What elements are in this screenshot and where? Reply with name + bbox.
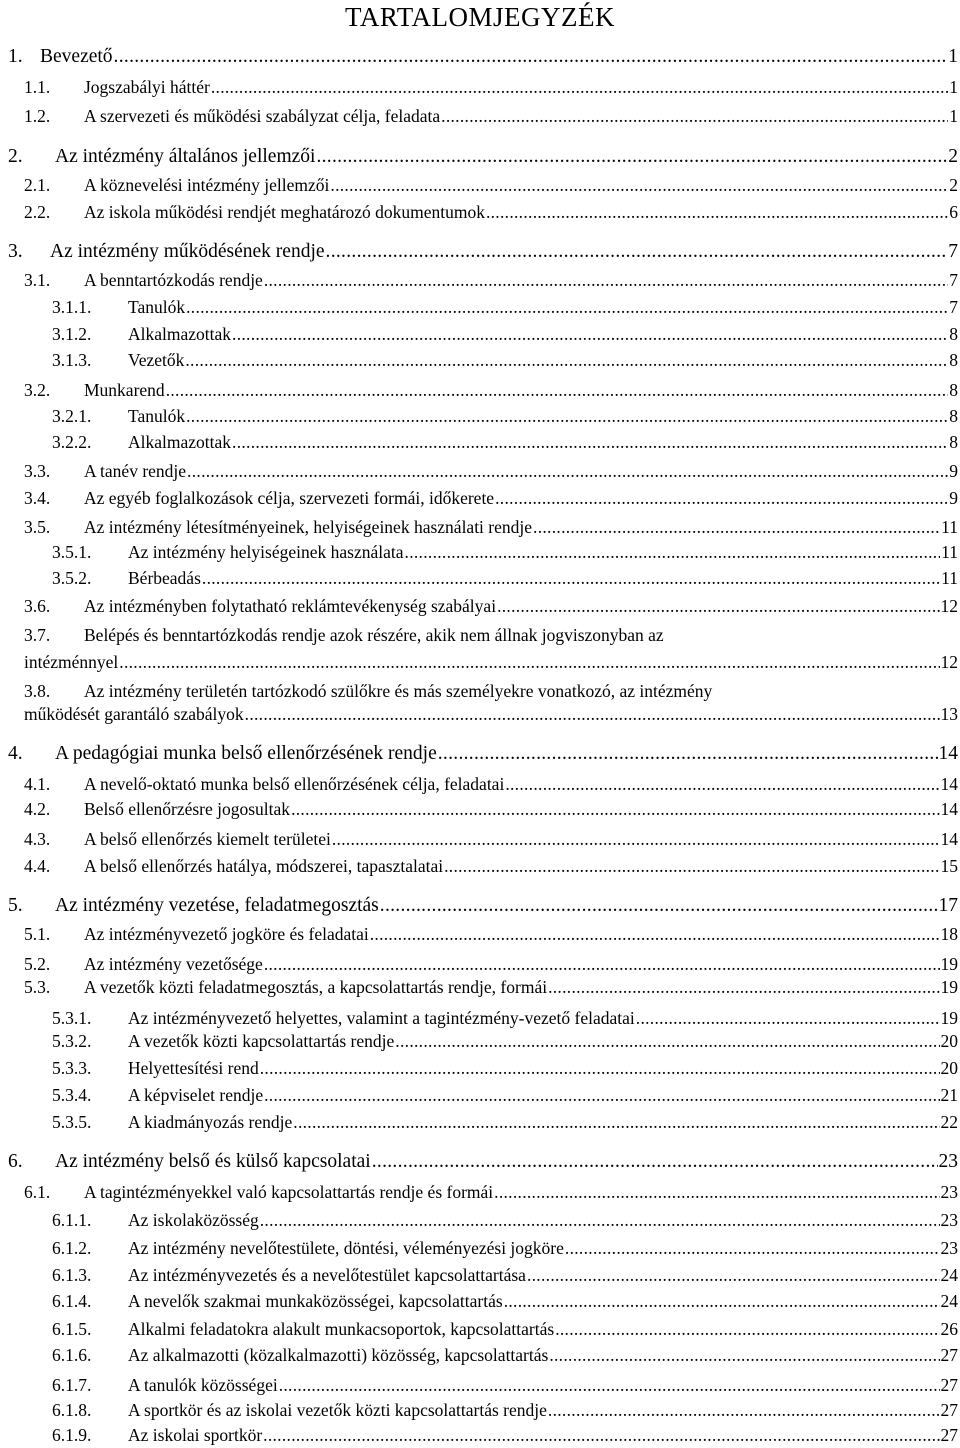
toc-entry-number: 6. (8, 1151, 23, 1172)
toc-entry-title: Az intézmény belső és külső kapcsolatai (55, 1151, 371, 1172)
dot-leader (211, 75, 948, 99)
toc-entry-title: A köznevelési intézmény jellemzői (84, 175, 330, 195)
toc-entry-page: 14 (940, 774, 958, 794)
dot-leader (444, 854, 939, 878)
toc-entry-number: 3.1.3. (52, 350, 92, 370)
toc-entry-page: 20 (940, 1058, 958, 1078)
toc-entry-page: 1 (948, 46, 958, 67)
toc-entry-page: 24 (940, 1291, 958, 1311)
toc-entry-title: Helyettesítési rend (128, 1058, 259, 1078)
toc-entry[interactable] (0, 104, 960, 128)
dot-leader (119, 650, 939, 674)
dot-leader (504, 1289, 940, 1313)
dot-leader (263, 1423, 939, 1447)
toc-entry-page: 11 (941, 517, 958, 537)
toc-entry[interactable] (0, 952, 960, 976)
toc-entry-number: 4.1. (24, 774, 51, 794)
toc-entry-number: 6.1.9. (52, 1425, 92, 1445)
toc-entry-page: 23 (938, 1151, 958, 1172)
toc-entry[interactable] (0, 797, 960, 821)
toc-entry[interactable] (0, 1317, 960, 1341)
toc-entry[interactable] (0, 1423, 960, 1447)
toc-entry-number: 5.1. (24, 924, 51, 944)
toc-entry-title: Az intézményvezetés és a nevelőtestület kapcsolattartása (128, 1265, 526, 1285)
toc-entry-number: 3.2. (24, 380, 51, 400)
dot-leader (187, 459, 948, 483)
toc-entry-page: 1 (949, 77, 958, 97)
toc-entry[interactable] (0, 1029, 960, 1053)
toc-entry[interactable] (0, 1398, 960, 1422)
toc-entry-title: Jogszabályi háttér (84, 77, 210, 97)
dot-leader (495, 486, 948, 510)
toc-entry-title: A tanulók közösségei (128, 1375, 278, 1395)
toc-entry-number: 6.1.1. (52, 1210, 92, 1230)
toc-entry[interactable] (0, 742, 960, 766)
toc-entry-number: 1.2. (24, 106, 51, 126)
toc-entry-title: Munkarend (84, 380, 165, 400)
toc-entry-number: 3.6. (24, 596, 51, 616)
toc-entry-title: Az iskolai sportkör (128, 1425, 263, 1445)
toc-entry-page: 23 (940, 1182, 958, 1202)
dot-leader (395, 1029, 939, 1053)
toc-entry-title: A szervezeti és működési szabályzat célja, feladata (84, 106, 441, 126)
toc-entry-page: 8 (949, 324, 958, 344)
toc-entry[interactable] (0, 854, 960, 878)
toc-entry-title: Az intézményvezető helyettes, valamint a tagintézmény-vezető feladatai (128, 1008, 635, 1028)
toc-entry[interactable] (0, 322, 960, 346)
toc-entry-title: intézménnyel (24, 652, 119, 672)
dot-leader (202, 566, 940, 590)
toc-entry-number: 6.1.4. (52, 1291, 92, 1311)
toc-entry[interactable] (0, 540, 960, 564)
toc-entry-page: 8 (949, 380, 958, 400)
toc-entry-page: 7 (949, 270, 958, 290)
dot-leader (372, 1150, 938, 1174)
toc-entry-number: 3.2.2. (52, 432, 92, 452)
dot-leader (497, 594, 939, 618)
toc-entry-page: 8 (949, 432, 958, 452)
toc-entry-number: 1.1. (24, 77, 51, 97)
toc-entry-page: 2 (949, 175, 958, 195)
toc-entry-page: 8 (949, 350, 958, 370)
toc-entry-number: 4.2. (24, 799, 51, 819)
toc-entry-page: 26 (940, 1319, 958, 1339)
toc-entry-page: 12 (940, 596, 958, 616)
dot-leader (264, 952, 940, 976)
toc-entry[interactable] (0, 404, 960, 428)
toc-entry[interactable] (0, 200, 960, 224)
toc-entry[interactable] (0, 486, 960, 510)
toc-entry-number: 1. (8, 46, 23, 67)
dot-leader (186, 295, 948, 319)
dot-leader (533, 515, 940, 539)
toc-entry-page: 9 (949, 461, 958, 481)
toc-entry-title: Az iskola működési rendjét meghatározó dokumentumok (84, 202, 485, 222)
toc-entry-title: Az alkalmazotti (közalkalmazotti) közösség, kapcsolattartás (128, 1345, 549, 1365)
toc-entry-title: Bérbeadás (128, 568, 201, 588)
toc-entry-number: 3.7. (24, 625, 51, 645)
toc-entry-title: Az intézményben folytatható reklámtevékenység szabályai (84, 596, 497, 616)
toc-entry[interactable] (0, 430, 960, 454)
dot-leader (232, 430, 948, 454)
toc-entry-title: A képviselet rendje (128, 1085, 264, 1105)
toc-entry-number: 5.3. (24, 977, 51, 997)
toc-entry-page: 19 (940, 1008, 958, 1028)
toc-entry-number: 4. (8, 743, 23, 764)
toc-entry[interactable] (0, 1110, 960, 1134)
toc-entry-page: 2 (948, 146, 958, 167)
dot-leader (279, 1373, 940, 1397)
toc-entry-page: 27 (940, 1375, 958, 1395)
toc-entry-title: Tanulók (128, 297, 186, 317)
toc-entry[interactable] (0, 594, 960, 618)
dot-leader (405, 540, 941, 564)
toc-entry-title: Alkalmazottak (128, 432, 232, 452)
dot-leader (548, 975, 939, 999)
toc-entry[interactable] (0, 1006, 960, 1030)
toc-entry[interactable] (0, 378, 960, 402)
toc-entry-page: 15 (940, 856, 958, 876)
toc-entry-number: 5.2. (24, 954, 51, 974)
toc-entry-page: 18 (940, 924, 958, 944)
toc-entry-number: 5.3.2. (52, 1031, 92, 1051)
dot-leader (291, 797, 939, 821)
toc-entry-number: 3.8. (24, 681, 51, 701)
toc-entry-title: Belső ellenőrzésre jogosultak (84, 799, 291, 819)
toc-entry-page: 11 (941, 568, 958, 588)
toc-entry-number: 3.5.2. (52, 568, 92, 588)
toc-entry-page: 14 (940, 799, 958, 819)
toc-entry-title: Az intézmény területén tartózkodó szülőkre és más személyekre vonatkozó, az intézmény (84, 681, 713, 701)
dot-leader (565, 1236, 940, 1260)
toc-entry[interactable] (0, 894, 960, 918)
toc-entry[interactable] (0, 145, 960, 169)
toc-entry[interactable] (0, 1056, 960, 1080)
toc-entry-page: 8 (949, 406, 958, 426)
toc-entry-page: 1 (949, 106, 958, 126)
dot-leader (486, 200, 948, 224)
toc-entry-number: 5.3.3. (52, 1058, 92, 1078)
toc-entry[interactable] (0, 295, 960, 319)
toc-entry[interactable] (0, 623, 960, 674)
toc-entry-title: A benntartózkodás rendje (84, 270, 263, 290)
toc-entry-page: 7 (949, 297, 958, 317)
dot-leader (185, 348, 948, 372)
toc-entry-page: 7 (948, 241, 958, 262)
toc-entry-page: 24 (940, 1265, 958, 1285)
toc-entry-page: 13 (940, 704, 958, 724)
toc-entry-title: Az intézmény vezetősége (84, 954, 263, 974)
dot-leader (380, 894, 938, 918)
dot-leader (636, 1006, 940, 1030)
toc-entry-page: 14 (940, 829, 958, 849)
toc-entry-number: 3.3. (24, 461, 51, 481)
toc-entry-page: 27 (940, 1425, 958, 1445)
dot-leader (245, 702, 940, 726)
toc-entry-number: 3.1. (24, 270, 51, 290)
toc-entry-title: Belépés és benntartózkodás rendje azok részére, akik nem állnak jogviszonyban az (84, 625, 664, 645)
toc-entry-number: 3. (8, 241, 23, 262)
toc-entry-title: Alkalmazottak (128, 324, 232, 344)
toc-entry[interactable] (0, 75, 960, 99)
toc-entry-number: 6.1.8. (52, 1400, 92, 1420)
toc-entry[interactable] (0, 772, 960, 796)
toc-entry-title: A tanév rendje (84, 461, 187, 481)
toc-entry[interactable] (0, 45, 960, 69)
toc-entry-page: 23 (940, 1210, 958, 1230)
toc-entry-page: 11 (941, 542, 958, 562)
toc-entry-title: A tagintézményekkel való kapcsolattartás rendje és formái (84, 1182, 494, 1202)
toc-entry[interactable] (0, 459, 960, 483)
toc-entry-number: 6.1.3. (52, 1265, 92, 1285)
toc-entry-number: 2.1. (24, 175, 51, 195)
dot-leader (549, 1343, 939, 1367)
toc-entry-title: Bevezető (40, 46, 113, 67)
page-title: TARTALOMJEGYZÉK (344, 2, 616, 32)
toc-entry-title: A belső ellenőrzés hatálya, módszerei, tapasztalatai (84, 856, 444, 876)
toc-entry-number: 5.3.5. (52, 1112, 92, 1132)
toc-entry[interactable] (0, 1373, 960, 1397)
dot-leader (505, 772, 939, 796)
dot-leader (316, 145, 947, 169)
dot-leader (441, 104, 948, 128)
dot-leader (370, 922, 940, 946)
toc-entry[interactable] (0, 1343, 960, 1367)
toc-entry-title: A pedagógiai munka belső ellenőrzésének rendje (55, 743, 437, 764)
toc-entry[interactable] (0, 1180, 960, 1204)
toc-entry[interactable] (0, 566, 960, 590)
toc-entry-page: 9 (949, 488, 958, 508)
toc-entry-number: 4.3. (24, 829, 51, 849)
toc-entry-title: Az intézmény nevelőtestülete, döntési, véleményezési jogköre (128, 1238, 564, 1258)
toc-entry-title: Az intézmény létesítményeinek, helyiségeinek használati rendje (84, 517, 533, 537)
dot-leader (186, 404, 948, 428)
dot-leader (326, 240, 948, 264)
toc-entry[interactable] (0, 679, 960, 726)
toc-entry-page: 21 (940, 1085, 958, 1105)
toc-entry-page: 14 (938, 743, 958, 764)
toc-entry-title: A belső ellenőrzés kiemelt területei (84, 829, 331, 849)
toc-entry-title: Az egyéb foglalkozások célja, szervezeti formái, időkerete (84, 488, 495, 508)
toc-entry-title: A kiadmányozás rendje (128, 1112, 293, 1132)
dot-leader (264, 268, 948, 292)
toc-entry-number: 3.2.1. (52, 406, 92, 426)
toc-entry-title: Az intézmény általános jellemzői (55, 146, 316, 167)
dot-leader (555, 1317, 939, 1341)
toc-entry-title: működését garantáló szabályok (24, 704, 244, 724)
toc-entry-number: 3.5. (24, 517, 51, 537)
toc-entry-number: 2. (8, 146, 23, 167)
dot-leader (527, 1263, 940, 1287)
toc-entry-page: 6 (949, 202, 958, 222)
toc-entry-title: Az intézményvezető jogköre és feladatai (84, 924, 369, 944)
toc-entry-number: 4.4. (24, 856, 51, 876)
toc-entry-title: A vezetők közti kapcsolattartás rendje (128, 1031, 395, 1051)
toc-entry[interactable] (0, 1150, 960, 1174)
toc-entry[interactable] (0, 922, 960, 946)
dot-leader (438, 742, 938, 766)
toc-entry-page: 19 (940, 977, 958, 997)
dot-leader (260, 1056, 940, 1080)
toc-entry-title: A nevelők szakmai munkaközösségei, kapcsolattartás (128, 1291, 503, 1311)
toc-entry[interactable] (0, 240, 960, 264)
toc-entry-number: 5. (8, 895, 23, 916)
toc-entry-page: 20 (940, 1031, 958, 1051)
toc-entry-title: Alkalmi feladatokra alakult munkacsoportok, kapcsolattartás (128, 1319, 555, 1339)
toc-entry-title: Az intézmény helyiségeinek használata (128, 542, 404, 562)
toc-entry-number: 6.1.2. (52, 1238, 92, 1258)
toc-entry[interactable] (0, 1236, 960, 1260)
toc-entry-number: 6.1.5. (52, 1319, 92, 1339)
toc-entry-number: 3.1.2. (52, 324, 92, 344)
toc-entry-number: 5.3.4. (52, 1085, 92, 1105)
dot-leader (114, 45, 948, 69)
toc-entry-title: Az iskolaközösség (128, 1210, 259, 1230)
toc-entry-number: 5.3.1. (52, 1008, 92, 1028)
dot-leader (548, 1398, 940, 1422)
toc-entry[interactable] (0, 173, 960, 197)
toc-entry[interactable] (0, 975, 960, 999)
toc-entry-number: 6.1.7. (52, 1375, 92, 1395)
toc-entry[interactable] (0, 1263, 960, 1287)
toc-entry-title: Az intézmény vezetése, feladatmegosztás (55, 895, 379, 916)
dot-leader (166, 378, 949, 402)
toc-entry-page: 27 (940, 1400, 958, 1420)
dot-leader (293, 1110, 939, 1134)
toc-entry-page: 12 (940, 652, 958, 672)
dot-leader (260, 1208, 940, 1232)
toc-entry-number: 3.5.1. (52, 542, 92, 562)
toc-entry-page: 17 (938, 895, 958, 916)
toc-entry-page: 23 (940, 1238, 958, 1258)
toc-entry-number: 6.1.6. (52, 1345, 92, 1365)
toc-entry-title: Vezetők (128, 350, 185, 370)
toc-entry[interactable] (0, 1083, 960, 1107)
toc-entry-number: 6.1. (24, 1182, 51, 1202)
toc-entry-number: 3.1.1. (52, 297, 92, 317)
toc-entry-title: Az intézmény működésének rendje (50, 241, 325, 262)
toc-entry-page: 27 (940, 1345, 958, 1365)
toc-entry[interactable] (0, 348, 960, 372)
toc-entry[interactable] (0, 268, 960, 292)
toc-entry-number: 3.4. (24, 488, 51, 508)
toc-entry-title: A nevelő-oktató munka belső ellenőrzésének célja, feladatai (84, 774, 505, 794)
toc-entry-title: A vezetők közti feladatmegosztás, a kapcsolattartás rendje, formái (84, 977, 548, 997)
toc-entry-number: 2.2. (24, 202, 51, 222)
toc-entry[interactable] (0, 1289, 960, 1313)
toc-entry-page: 19 (940, 954, 958, 974)
dot-leader (330, 173, 948, 197)
toc-entry[interactable] (0, 827, 960, 851)
toc-entry-title: A sportkör és az iskolai vezetők közti kapcsolattartás rendje (128, 1400, 547, 1420)
dot-leader (232, 322, 948, 346)
dot-leader (332, 827, 940, 851)
dot-leader (264, 1083, 939, 1107)
dot-leader (494, 1180, 939, 1204)
toc-entry-page: 22 (940, 1112, 958, 1132)
toc-entry[interactable] (0, 515, 960, 539)
toc-entry-title: Tanulók (128, 406, 186, 426)
toc-entry[interactable] (0, 1208, 960, 1232)
